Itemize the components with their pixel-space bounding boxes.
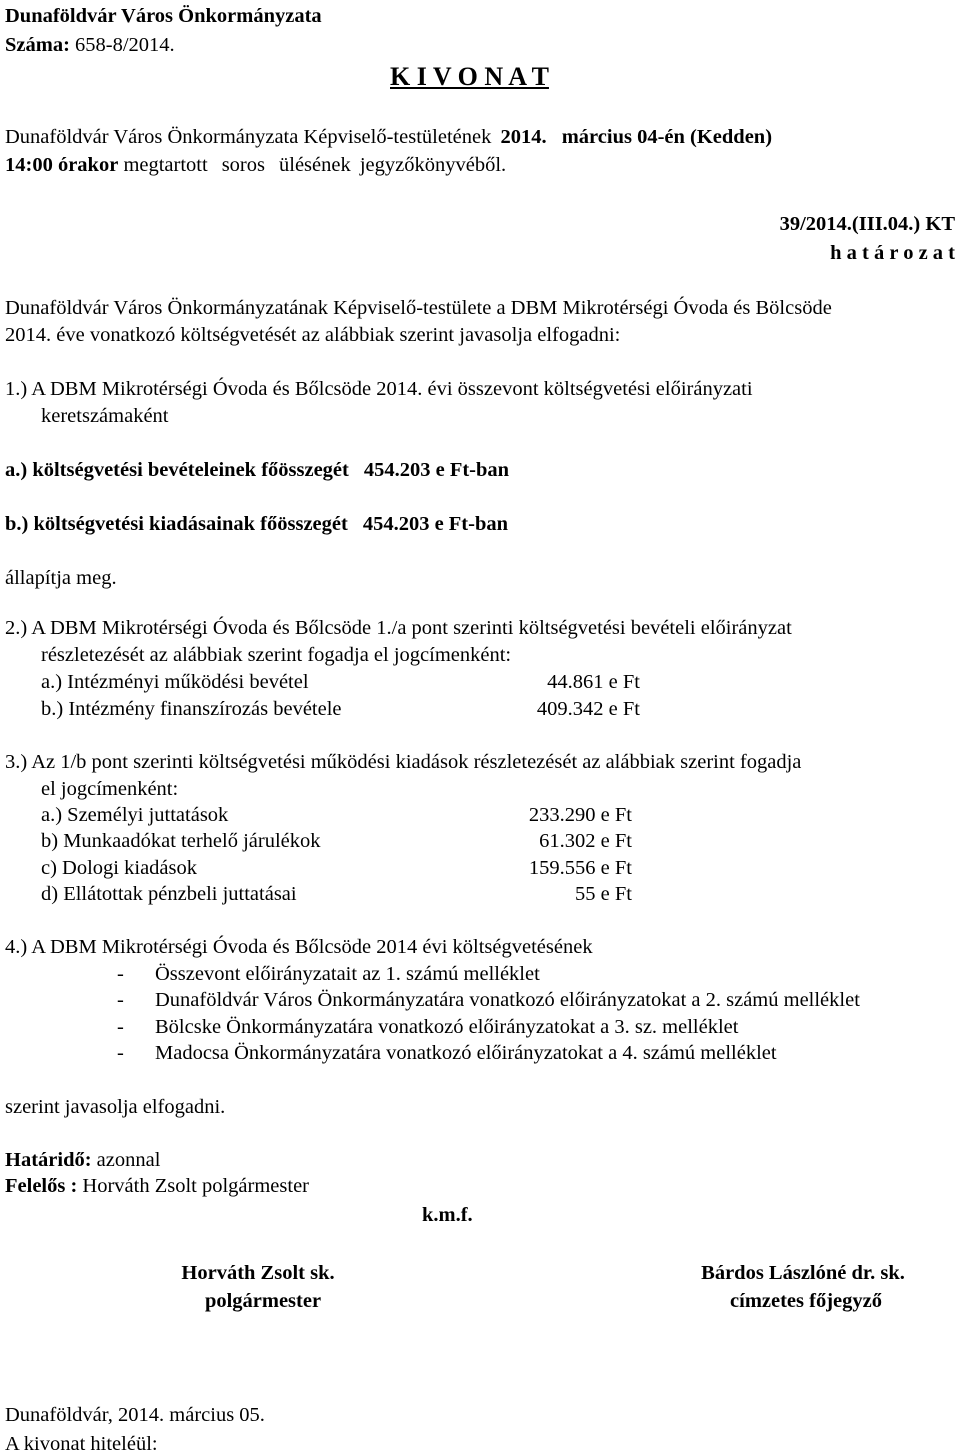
intro-line-2 (5, 155, 506, 176)
point-3-item-value: 159.556 e Ft (528, 857, 632, 879)
item-value: 454.203 e Ft-ban (362, 513, 509, 535)
intro-time: 14:00 órakor (5, 154, 119, 176)
bullet-dash: - (117, 1042, 124, 1064)
point-3-line-1: 3.) Az 1/b pont szerinti költségvetési működési kiadások részletezését az alábbiak szerint fogadja (5, 751, 802, 773)
intro-word: ülésének (279, 154, 351, 176)
bullet-dash: - (117, 963, 124, 985)
point-4-closing: szerint javasolja elfogadni. (5, 1096, 226, 1118)
responsible-label: Felelős : (5, 1175, 78, 1197)
point-1-line-2: keretszámaként (41, 405, 169, 427)
point-3-item-value: 55 e Ft (575, 883, 632, 905)
signature-1-name: Horváth Zsolt sk. (181, 1262, 335, 1284)
item-label: a.) (5, 459, 28, 481)
point-3-item-label: c) Dologi kiadások (41, 857, 197, 879)
point-4-bullet: Bölcske Önkormányzatára vonatkozó előirányzatokat a 3. sz. melléklet (155, 1016, 739, 1038)
point-2-item-value: 409.342 e Ft (536, 698, 640, 720)
document-number (5, 35, 175, 56)
point-3-item-value: 61.302 e Ft (539, 830, 632, 852)
document-number-value: 658-8/2014. (75, 34, 175, 56)
kmf-mark: k.m.f. (422, 1204, 473, 1226)
intro-text: Dunaföldvár Város Önkormányzata Képviselő-testületének (5, 126, 492, 148)
point-4-bullet: Összevont előirányzatait az 1. számú melléklet (155, 963, 540, 985)
point-2-item-label: b.) Intézmény finanszírozás bevétele (41, 698, 342, 720)
document-number-label: Száma: (5, 34, 70, 56)
point-1-item-b (5, 514, 508, 535)
intro-word: megtartott (123, 154, 208, 176)
item-label: b.) (5, 513, 29, 535)
deadline-value: azonnal (96, 1149, 161, 1171)
point-2-line-2: részletezését az alábbiak szerint fogadja el jogcímenként: (41, 644, 512, 666)
bullet-dash: - (117, 1016, 124, 1038)
item-value: 454.203 e Ft-ban (363, 459, 510, 481)
point-1-item-a (5, 460, 509, 481)
responsible-value: Horváth Zsolt polgármester (82, 1175, 310, 1197)
resolution-text-line-2: 2014. éve vonatkozó költségvetését az alábbiak szerint javasolja elfogadni: (5, 324, 621, 346)
point-4-bullet: Dunaföldvár Város Önkormányzatára vonatkozó előirányzatokat a 2. számú melléklet (155, 989, 860, 1011)
certification-label: A kivonat hiteléül: (5, 1433, 158, 1455)
point-2-line-1: 2.) A DBM Mikrotérségi Óvoda és Bőlcsöde 1./a pont szerinti költségvetési bevételi előirányzat (5, 617, 792, 639)
point-4-line-1: 4.) A DBM Mikrotérségi Óvoda és Bőlcsöde 2014 évi költségvetésének (5, 936, 593, 958)
point-3-item-label: b) Munkaadókat terhelő járulékok (41, 830, 321, 852)
item-text: költségvetési bevételeinek főösszegét (32, 459, 349, 481)
intro-word: soros (221, 154, 265, 176)
point-2-item-value: 44.861 e Ft (547, 671, 640, 693)
signature-2-name: Bárdos Lászlóné dr. sk. (701, 1262, 905, 1284)
intro-word: jegyzőkönyvéből. (359, 154, 507, 176)
signature-1-title: polgármester (204, 1290, 322, 1312)
point-3-item-label: d) Ellátottak pénzbeli juttatásai (41, 883, 297, 905)
point-1-closing: állapítja meg. (5, 567, 117, 589)
item-text: költségvetési kiadásainak főösszegét (33, 513, 348, 535)
deadline-label: Határidő: (5, 1149, 92, 1171)
point-1-line-1: 1.) A DBM Mikrotérségi Óvoda és Bőlcsöde 2014. évi összevont költségvetési előirányzati (5, 378, 753, 400)
point-4-bullet: Madocsa Önkormányzatára vonatkozó előirányzatokat a 4. számú melléklet (155, 1042, 777, 1064)
resolution-text-line-1: Dunaföldvár Város Önkormányzatának Képviselő-testülete a DBM Mikrotérségi Óvoda és Bölcsöde (5, 297, 832, 319)
intro-line-1 (5, 127, 772, 148)
intro-year: 2014. (500, 126, 547, 148)
responsible (5, 1176, 309, 1197)
resolution-number: 39/2014.(III.04.) KT (779, 213, 955, 235)
point-2-item-label: a.) Intézményi működési bevétel (41, 671, 309, 693)
point-3-line-2: el jogcímenként: (41, 778, 179, 800)
point-3-item-label: a.) Személyi juttatások (41, 804, 229, 826)
document-title: K I V O N A T (390, 62, 549, 91)
point-3-item-value: 233.290 e Ft (528, 804, 632, 826)
place-date: Dunaföldvár, 2014. március 05. (5, 1404, 265, 1426)
organization-name: Dunaföldvár Város Önkormányzata (5, 5, 322, 27)
intro-date: március 04-én (Kedden) (561, 126, 773, 148)
deadline (5, 1150, 160, 1171)
signature-2-title: címzetes főjegyző (730, 1290, 882, 1312)
resolution-label: h a t á r o z a t (830, 242, 955, 264)
bullet-dash: - (117, 989, 124, 1011)
